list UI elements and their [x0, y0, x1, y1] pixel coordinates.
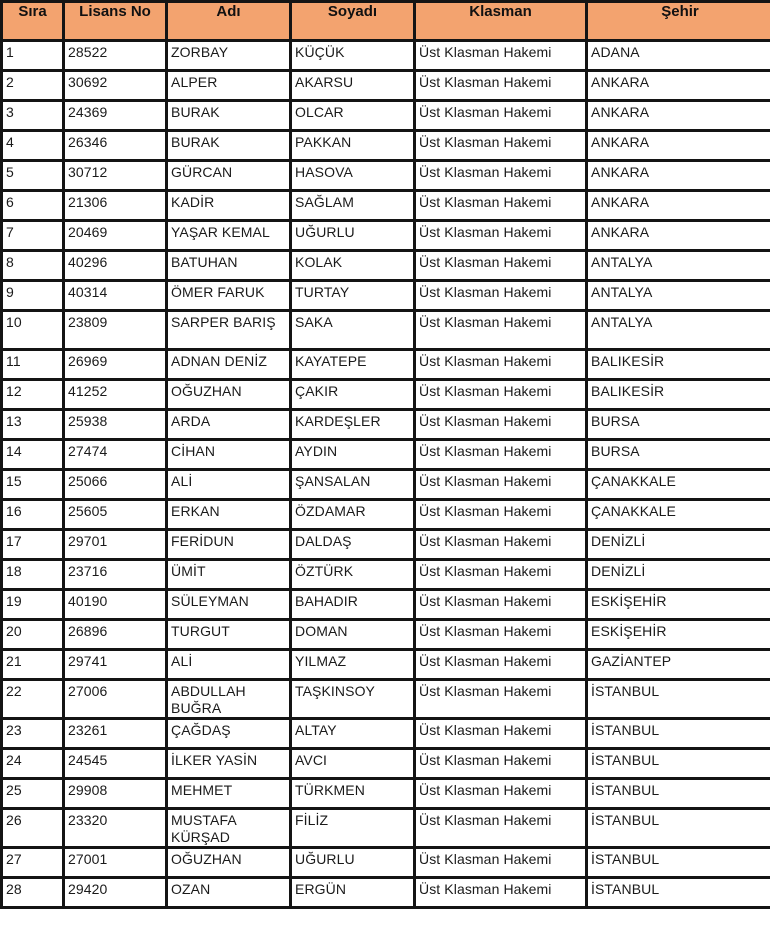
table-row	[2, 380, 770, 410]
cell-sira: 19	[2, 590, 64, 620]
table-row	[2, 161, 770, 191]
table-row	[2, 131, 770, 161]
cell-sira: 16	[2, 500, 64, 530]
cell-klasman: Üst Klasman Hakemi	[415, 251, 587, 281]
cell-lisans-no: 21306	[64, 191, 167, 221]
cell-sehir: İSTANBUL	[587, 680, 770, 719]
cell-lisans-no: 30712	[64, 161, 167, 191]
cell-lisans-no: 29420	[64, 878, 167, 908]
cell-sehir: İSTANBUL	[587, 719, 770, 749]
cell-klasman: Üst Klasman Hakemi	[415, 809, 587, 848]
cell-sira: 11	[2, 350, 64, 380]
cell-klasman: Üst Klasman Hakemi	[415, 41, 587, 71]
table-row	[2, 350, 770, 380]
cell-klasman: Üst Klasman Hakemi	[415, 590, 587, 620]
table-row	[2, 590, 770, 620]
header-klasman: Klasman	[415, 2, 587, 41]
cell-adi: MUSTAFA KÜRŞAD	[167, 809, 291, 848]
cell-klasman: Üst Klasman Hakemi	[415, 380, 587, 410]
cell-adi: BATUHAN	[167, 251, 291, 281]
cell-sehir: İSTANBUL	[587, 779, 770, 809]
cell-adi: ABDULLAH BUĞRA	[167, 680, 291, 719]
cell-lisans-no: 29741	[64, 650, 167, 680]
cell-lisans-no: 25605	[64, 500, 167, 530]
cell-sira: 9	[2, 281, 64, 311]
cell-sira: 22	[2, 680, 64, 719]
cell-klasman: Üst Klasman Hakemi	[415, 530, 587, 560]
cell-sira: 13	[2, 410, 64, 440]
cell-soyadi: UĞURLU	[291, 221, 415, 251]
cell-sira: 17	[2, 530, 64, 560]
cell-lisans-no: 25066	[64, 470, 167, 500]
table-row	[2, 440, 770, 470]
cell-adi: BURAK	[167, 101, 291, 131]
cell-adi: ÖMER FARUK	[167, 281, 291, 311]
cell-sira: 1	[2, 41, 64, 71]
cell-sira: 5	[2, 161, 64, 191]
header-adi: Adı	[167, 2, 291, 41]
table-row	[2, 101, 770, 131]
cell-soyadi: BAHADIR	[291, 590, 415, 620]
cell-lisans-no: 40190	[64, 590, 167, 620]
cell-klasman: Üst Klasman Hakemi	[415, 470, 587, 500]
cell-soyadi: FİLİZ	[291, 809, 415, 848]
cell-adi: ÜMİT	[167, 560, 291, 590]
cell-sehir: ESKİŞEHİR	[587, 620, 770, 650]
cell-sehir: DENİZLİ	[587, 560, 770, 590]
cell-soyadi: ÖZTÜRK	[291, 560, 415, 590]
cell-soyadi: ERGÜN	[291, 878, 415, 908]
table-row	[2, 809, 770, 848]
cell-lisans-no: 30692	[64, 71, 167, 101]
header-sehir: Şehir	[587, 2, 770, 41]
cell-adi: GÜRCAN	[167, 161, 291, 191]
cell-adi: YAŞAR KEMAL	[167, 221, 291, 251]
cell-soyadi: DALDAŞ	[291, 530, 415, 560]
cell-soyadi: OLCAR	[291, 101, 415, 131]
table-row	[2, 500, 770, 530]
table-row	[2, 878, 770, 908]
cell-lisans-no: 41252	[64, 380, 167, 410]
cell-adi: ÇAĞDAŞ	[167, 719, 291, 749]
cell-soyadi: TAŞKINSOY	[291, 680, 415, 719]
cell-adi: ALİ	[167, 470, 291, 500]
cell-sehir: İSTANBUL	[587, 749, 770, 779]
cell-adi: ADNAN DENİZ	[167, 350, 291, 380]
table-row	[2, 251, 770, 281]
cell-sehir: ANKARA	[587, 161, 770, 191]
header-row	[2, 2, 770, 41]
cell-sehir: BALIKESİR	[587, 350, 770, 380]
cell-klasman: Üst Klasman Hakemi	[415, 560, 587, 590]
cell-sehir: ANKARA	[587, 191, 770, 221]
cell-sehir: BURSA	[587, 410, 770, 440]
cell-klasman: Üst Klasman Hakemi	[415, 500, 587, 530]
table-row	[2, 470, 770, 500]
cell-lisans-no: 26896	[64, 620, 167, 650]
cell-klasman: Üst Klasman Hakemi	[415, 440, 587, 470]
table-row	[2, 779, 770, 809]
cell-soyadi: PAKKAN	[291, 131, 415, 161]
table-row	[2, 41, 770, 71]
cell-lisans-no: 28522	[64, 41, 167, 71]
cell-lisans-no: 40296	[64, 251, 167, 281]
cell-soyadi: AVCI	[291, 749, 415, 779]
cell-sehir: ANTALYA	[587, 251, 770, 281]
cell-soyadi: AYDIN	[291, 440, 415, 470]
cell-sira: 27	[2, 848, 64, 878]
cell-lisans-no: 20469	[64, 221, 167, 251]
cell-klasman: Üst Klasman Hakemi	[415, 878, 587, 908]
cell-adi: TURGUT	[167, 620, 291, 650]
table-row	[2, 719, 770, 749]
cell-klasman: Üst Klasman Hakemi	[415, 350, 587, 380]
cell-soyadi: UĞURLU	[291, 848, 415, 878]
cell-sehir: ESKİŞEHİR	[587, 590, 770, 620]
table-row	[2, 650, 770, 680]
cell-soyadi: KÜÇÜK	[291, 41, 415, 71]
cell-sira: 23	[2, 719, 64, 749]
cell-soyadi: SAKA	[291, 311, 415, 350]
table-row	[2, 749, 770, 779]
cell-adi: SARPER BARIŞ	[167, 311, 291, 350]
cell-klasman: Üst Klasman Hakemi	[415, 719, 587, 749]
cell-lisans-no: 24545	[64, 749, 167, 779]
cell-klasman: Üst Klasman Hakemi	[415, 71, 587, 101]
cell-adi: OĞUZHAN	[167, 848, 291, 878]
cell-adi: ERKAN	[167, 500, 291, 530]
cell-klasman: Üst Klasman Hakemi	[415, 410, 587, 440]
cell-adi: ZORBAY	[167, 41, 291, 71]
cell-soyadi: KAYATEPE	[291, 350, 415, 380]
cell-klasman: Üst Klasman Hakemi	[415, 191, 587, 221]
cell-adi: KADİR	[167, 191, 291, 221]
table-row	[2, 680, 770, 719]
cell-sira: 8	[2, 251, 64, 281]
cell-adi: ALİ	[167, 650, 291, 680]
cell-klasman: Üst Klasman Hakemi	[415, 161, 587, 191]
cell-sehir: ANTALYA	[587, 311, 770, 350]
cell-adi: FERİDUN	[167, 530, 291, 560]
cell-klasman: Üst Klasman Hakemi	[415, 848, 587, 878]
cell-sira: 3	[2, 101, 64, 131]
cell-sira: 18	[2, 560, 64, 590]
cell-sehir: DENİZLİ	[587, 530, 770, 560]
cell-soyadi: ÖZDAMAR	[291, 500, 415, 530]
cell-sira: 10	[2, 311, 64, 350]
header-lisans-no: Lisans No	[64, 2, 167, 41]
cell-adi: OĞUZHAN	[167, 380, 291, 410]
cell-soyadi: DOMAN	[291, 620, 415, 650]
cell-soyadi: KARDEŞLER	[291, 410, 415, 440]
table-row	[2, 410, 770, 440]
cell-klasman: Üst Klasman Hakemi	[415, 650, 587, 680]
cell-sira: 4	[2, 131, 64, 161]
cell-sehir: ÇANAKKALE	[587, 500, 770, 530]
header-soyadi: Soyadı	[291, 2, 415, 41]
cell-sehir: ÇANAKKALE	[587, 470, 770, 500]
cell-lisans-no: 27006	[64, 680, 167, 719]
cell-sira: 21	[2, 650, 64, 680]
header-sira: Sıra	[2, 2, 64, 41]
cell-sira: 20	[2, 620, 64, 650]
cell-lisans-no: 25938	[64, 410, 167, 440]
cell-sehir: İSTANBUL	[587, 878, 770, 908]
table-row	[2, 191, 770, 221]
cell-sehir: ANKARA	[587, 131, 770, 161]
cell-sehir: ANKARA	[587, 71, 770, 101]
cell-soyadi: SAĞLAM	[291, 191, 415, 221]
cell-sehir: BURSA	[587, 440, 770, 470]
cell-adi: SÜLEYMAN	[167, 590, 291, 620]
cell-adi: OZAN	[167, 878, 291, 908]
cell-lisans-no: 26969	[64, 350, 167, 380]
table-header	[2, 2, 770, 41]
cell-klasman: Üst Klasman Hakemi	[415, 221, 587, 251]
table-row	[2, 530, 770, 560]
cell-sira: 28	[2, 878, 64, 908]
cell-lisans-no: 23320	[64, 809, 167, 848]
cell-soyadi: AKARSU	[291, 71, 415, 101]
cell-sira: 15	[2, 470, 64, 500]
cell-soyadi: TURTAY	[291, 281, 415, 311]
cell-soyadi: ŞANSALAN	[291, 470, 415, 500]
cell-lisans-no: 27001	[64, 848, 167, 878]
cell-lisans-no: 23261	[64, 719, 167, 749]
cell-sira: 25	[2, 779, 64, 809]
cell-klasman: Üst Klasman Hakemi	[415, 281, 587, 311]
cell-lisans-no: 40314	[64, 281, 167, 311]
cell-soyadi: HASOVA	[291, 161, 415, 191]
cell-lisans-no: 23809	[64, 311, 167, 350]
cell-sehir: GAZİANTEP	[587, 650, 770, 680]
table-row	[2, 221, 770, 251]
cell-klasman: Üst Klasman Hakemi	[415, 749, 587, 779]
cell-adi: MEHMET	[167, 779, 291, 809]
cell-sehir: İSTANBUL	[587, 809, 770, 848]
cell-sehir: ADANA	[587, 41, 770, 71]
cell-soyadi: ALTAY	[291, 719, 415, 749]
table-row	[2, 620, 770, 650]
cell-adi: BURAK	[167, 131, 291, 161]
cell-sehir: BALIKESİR	[587, 380, 770, 410]
table-row	[2, 311, 770, 350]
cell-klasman: Üst Klasman Hakemi	[415, 131, 587, 161]
cell-soyadi: YILMAZ	[291, 650, 415, 680]
cell-klasman: Üst Klasman Hakemi	[415, 620, 587, 650]
cell-soyadi: ÇAKIR	[291, 380, 415, 410]
table-row	[2, 281, 770, 311]
cell-adi: CİHAN	[167, 440, 291, 470]
cell-sehir: ANKARA	[587, 101, 770, 131]
cell-soyadi: KOLAK	[291, 251, 415, 281]
cell-sira: 7	[2, 221, 64, 251]
table-body	[2, 41, 770, 908]
cell-sira: 26	[2, 809, 64, 848]
cell-lisans-no: 27474	[64, 440, 167, 470]
cell-lisans-no: 26346	[64, 131, 167, 161]
table-row	[2, 71, 770, 101]
cell-sira: 12	[2, 380, 64, 410]
cell-sira: 14	[2, 440, 64, 470]
cell-klasman: Üst Klasman Hakemi	[415, 101, 587, 131]
cell-klasman: Üst Klasman Hakemi	[415, 311, 587, 350]
table-row	[2, 848, 770, 878]
cell-lisans-no: 29701	[64, 530, 167, 560]
cell-adi: ALPER	[167, 71, 291, 101]
cell-sira: 6	[2, 191, 64, 221]
table-row	[2, 560, 770, 590]
cell-sira: 24	[2, 749, 64, 779]
cell-lisans-no: 29908	[64, 779, 167, 809]
cell-sira: 2	[2, 71, 64, 101]
cell-klasman: Üst Klasman Hakemi	[415, 680, 587, 719]
cell-lisans-no: 24369	[64, 101, 167, 131]
cell-klasman: Üst Klasman Hakemi	[415, 779, 587, 809]
cell-sehir: İSTANBUL	[587, 848, 770, 878]
cell-soyadi: TÜRKMEN	[291, 779, 415, 809]
cell-sehir: ANTALYA	[587, 281, 770, 311]
cell-lisans-no: 23716	[64, 560, 167, 590]
cell-sehir: ANKARA	[587, 221, 770, 251]
cell-adi: İLKER YASİN	[167, 749, 291, 779]
cell-adi: ARDA	[167, 410, 291, 440]
